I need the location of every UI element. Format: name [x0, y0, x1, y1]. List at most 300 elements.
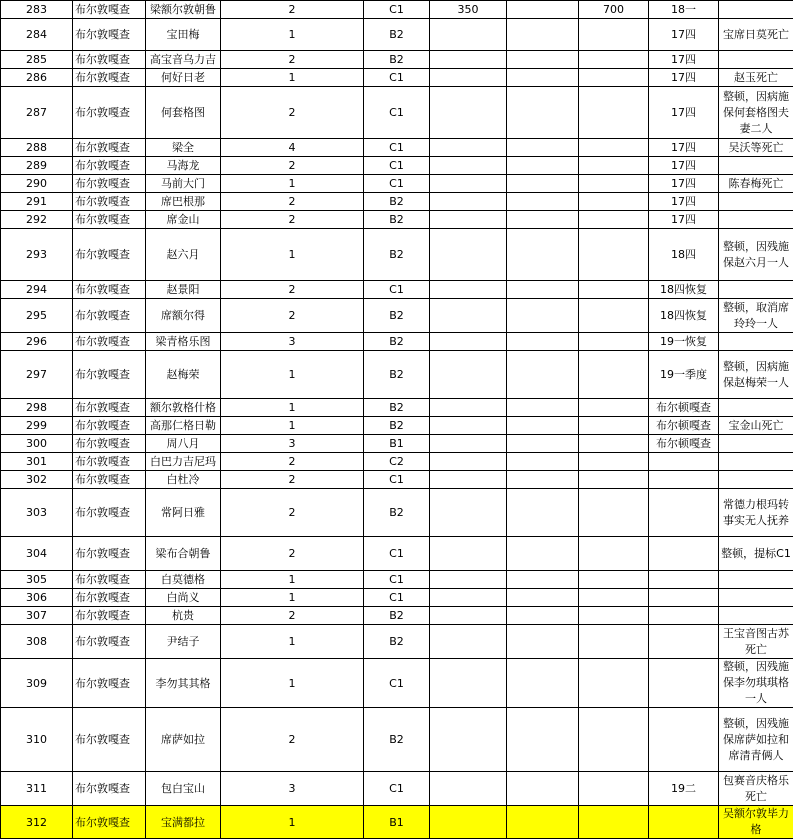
row-number-cell: 308 — [1, 625, 73, 659]
period-cell — [649, 625, 719, 659]
household-count-cell: 2 — [221, 537, 364, 571]
person-name-cell: 高那仁格日勒 — [146, 417, 221, 435]
category-cell: C1 — [364, 175, 430, 193]
household-count-cell: 2 — [221, 607, 364, 625]
row-number-cell: 297 — [1, 351, 73, 399]
table-row — [1, 299, 793, 333]
amount-a-cell — [430, 69, 507, 87]
amount-c-cell — [579, 193, 649, 211]
category-cell: B2 — [364, 229, 430, 281]
amount-c-cell — [579, 453, 649, 471]
village-name-cell: 布尔敦嘎查 — [73, 281, 146, 299]
amount-a-cell — [430, 589, 507, 607]
amount-b-cell — [507, 333, 579, 351]
category-cell: B2 — [364, 489, 430, 537]
household-count-cell: 2 — [221, 281, 364, 299]
table-row — [1, 772, 793, 806]
period-cell — [649, 708, 719, 772]
household-count-cell: 1 — [221, 625, 364, 659]
person-name-cell: 何套格图 — [146, 87, 221, 139]
category-cell: B2 — [364, 625, 430, 659]
person-name-cell: 常阿日雅 — [146, 489, 221, 537]
table-row — [1, 607, 793, 625]
period-cell: 布尔顿嘎查 — [649, 417, 719, 435]
household-count-cell: 1 — [221, 589, 364, 607]
amount-a-cell — [430, 772, 507, 806]
category-cell: C1 — [364, 659, 430, 708]
village-name-cell: 布尔敦嘎查 — [73, 399, 146, 417]
amount-b-cell — [507, 299, 579, 333]
amount-a-cell — [430, 399, 507, 417]
category-cell: B2 — [364, 708, 430, 772]
household-count-cell: 1 — [221, 351, 364, 399]
period-cell: 18四恢复 — [649, 299, 719, 333]
amount-c-cell — [579, 489, 649, 537]
table-row — [1, 625, 793, 659]
row-number-cell: 307 — [1, 607, 73, 625]
table-row — [1, 589, 793, 607]
person-name-cell: 梁额尔敦朝鲁 — [146, 1, 221, 19]
table-row — [1, 51, 793, 69]
row-number-cell: 295 — [1, 299, 73, 333]
household-count-cell: 2 — [221, 87, 364, 139]
amount-a-cell — [430, 351, 507, 399]
remark-cell — [719, 571, 793, 589]
household-count-cell: 2 — [221, 193, 364, 211]
remark-cell — [719, 453, 793, 471]
village-name-cell: 布尔敦嘎查 — [73, 175, 146, 193]
amount-a-cell — [430, 51, 507, 69]
person-name-cell: 白杜冷 — [146, 471, 221, 489]
village-name-cell: 布尔敦嘎查 — [73, 772, 146, 806]
remark-cell: 王宝音图古苏死亡 — [719, 625, 793, 659]
amount-c-cell — [579, 659, 649, 708]
amount-c-cell — [579, 471, 649, 489]
period-cell: 布尔顿嘎查 — [649, 435, 719, 453]
amount-a-cell — [430, 453, 507, 471]
table-row — [1, 571, 793, 589]
period-cell: 布尔顿嘎查 — [649, 399, 719, 417]
person-name-cell: 周八月 — [146, 435, 221, 453]
period-cell: 18四 — [649, 229, 719, 281]
amount-b-cell — [507, 589, 579, 607]
remark-cell: 整顿，因病施保何套格图夫妻二人 — [719, 87, 793, 139]
remark-cell — [719, 51, 793, 69]
row-number-cell: 286 — [1, 69, 73, 87]
amount-c-cell — [579, 537, 649, 571]
amount-c-cell — [579, 19, 649, 51]
amount-b-cell — [507, 229, 579, 281]
amount-a-cell — [430, 659, 507, 708]
village-name-cell: 布尔敦嘎查 — [73, 471, 146, 489]
amount-a-cell — [430, 87, 507, 139]
period-cell: 18一 — [649, 1, 719, 19]
village-name-cell: 布尔敦嘎查 — [73, 453, 146, 471]
person-name-cell: 赵景阳 — [146, 281, 221, 299]
table-row — [1, 1, 793, 19]
amount-c-cell — [579, 211, 649, 229]
period-cell: 19二 — [649, 772, 719, 806]
amount-b-cell — [507, 69, 579, 87]
person-name-cell: 梁全 — [146, 139, 221, 157]
amount-a-cell — [430, 571, 507, 589]
table-row — [1, 417, 793, 435]
village-name-cell: 布尔敦嘎查 — [73, 589, 146, 607]
person-name-cell: 尹结子 — [146, 625, 221, 659]
remark-cell — [719, 607, 793, 625]
village-name-cell: 布尔敦嘎查 — [73, 435, 146, 453]
table-row — [1, 211, 793, 229]
remark-cell — [719, 435, 793, 453]
village-name-cell: 布尔敦嘎查 — [73, 625, 146, 659]
amount-c-cell — [579, 708, 649, 772]
amount-c-cell — [579, 607, 649, 625]
category-cell: B2 — [364, 417, 430, 435]
remark-cell: 整顿，因残施保赵六月一人 — [719, 229, 793, 281]
remark-cell: 常德力根玛转事实无人抚养 — [719, 489, 793, 537]
category-cell: B2 — [364, 399, 430, 417]
amount-a-cell — [430, 489, 507, 537]
table-row — [1, 87, 793, 139]
category-cell: C1 — [364, 571, 430, 589]
period-cell — [649, 537, 719, 571]
period-cell: 17四 — [649, 211, 719, 229]
remark-cell: 吴沃等死亡 — [719, 139, 793, 157]
table-row — [1, 69, 793, 87]
row-number-cell: 289 — [1, 157, 73, 175]
household-count-cell: 2 — [221, 157, 364, 175]
amount-b-cell — [507, 51, 579, 69]
amount-a-cell — [430, 229, 507, 281]
row-number-cell: 291 — [1, 193, 73, 211]
period-cell — [649, 659, 719, 708]
period-cell: 17四 — [649, 19, 719, 51]
amount-a-cell — [430, 211, 507, 229]
remark-cell: 宝席日莫死亡 — [719, 19, 793, 51]
row-number-cell: 311 — [1, 772, 73, 806]
row-number-cell: 310 — [1, 708, 73, 772]
row-number-cell: 312 — [1, 806, 73, 839]
period-cell — [649, 453, 719, 471]
period-cell: 17四 — [649, 51, 719, 69]
table-row — [1, 399, 793, 417]
amount-c-cell — [579, 299, 649, 333]
period-cell: 19一季度 — [649, 351, 719, 399]
household-count-cell: 1 — [221, 806, 364, 839]
household-count-cell: 1 — [221, 417, 364, 435]
amount-c-cell — [579, 333, 649, 351]
remark-cell: 整顿，提标C1 — [719, 537, 793, 571]
village-name-cell: 布尔敦嘎查 — [73, 1, 146, 19]
category-cell: C1 — [364, 537, 430, 571]
row-number-cell: 283 — [1, 1, 73, 19]
village-name-cell: 布尔敦嘎查 — [73, 299, 146, 333]
amount-c-cell — [579, 51, 649, 69]
remark-cell: 整顿，取消席玲玲一人 — [719, 299, 793, 333]
amount-b-cell — [507, 625, 579, 659]
table-row — [1, 806, 793, 839]
remark-cell — [719, 333, 793, 351]
household-count-cell: 4 — [221, 139, 364, 157]
period-cell: 17四 — [649, 139, 719, 157]
person-name-cell: 白巴力吉尼玛 — [146, 453, 221, 471]
category-cell: C1 — [364, 772, 430, 806]
category-cell: C1 — [364, 157, 430, 175]
table-row — [1, 333, 793, 351]
amount-a-cell — [430, 281, 507, 299]
person-name-cell: 梁青格乐图 — [146, 333, 221, 351]
period-cell: 17四 — [649, 193, 719, 211]
row-number-cell: 284 — [1, 19, 73, 51]
row-number-cell: 305 — [1, 571, 73, 589]
table-row — [1, 175, 793, 193]
amount-a-cell — [430, 625, 507, 659]
amount-a-cell — [430, 417, 507, 435]
household-count-cell: 2 — [221, 211, 364, 229]
person-name-cell: 杭贵 — [146, 607, 221, 625]
amount-c-cell — [579, 806, 649, 839]
village-name-cell: 布尔敦嘎查 — [73, 19, 146, 51]
category-cell: B2 — [364, 193, 430, 211]
amount-b-cell — [507, 659, 579, 708]
amount-b-cell — [507, 607, 579, 625]
category-cell: C1 — [364, 589, 430, 607]
household-count-cell: 2 — [221, 453, 364, 471]
person-name-cell: 白莫德格 — [146, 571, 221, 589]
person-name-cell: 何好日老 — [146, 69, 221, 87]
row-number-cell: 304 — [1, 537, 73, 571]
amount-c-cell: 700 — [579, 1, 649, 19]
amount-a-cell — [430, 806, 507, 839]
table-row — [1, 139, 793, 157]
household-count-cell: 1 — [221, 175, 364, 193]
row-number-cell: 293 — [1, 229, 73, 281]
amount-b-cell — [507, 1, 579, 19]
row-number-cell: 294 — [1, 281, 73, 299]
period-cell: 18四恢复 — [649, 281, 719, 299]
category-cell: B2 — [364, 351, 430, 399]
amount-c-cell — [579, 399, 649, 417]
amount-a-cell — [430, 471, 507, 489]
household-count-cell: 1 — [221, 69, 364, 87]
category-cell: B2 — [364, 211, 430, 229]
row-number-cell: 292 — [1, 211, 73, 229]
category-cell: B2 — [364, 333, 430, 351]
period-cell: 17四 — [649, 87, 719, 139]
person-name-cell: 马前大门 — [146, 175, 221, 193]
amount-c-cell — [579, 281, 649, 299]
household-count-cell: 1 — [221, 571, 364, 589]
amount-b-cell — [507, 19, 579, 51]
amount-b-cell — [507, 87, 579, 139]
category-cell: C1 — [364, 1, 430, 19]
amount-b-cell — [507, 193, 579, 211]
village-name-cell: 布尔敦嘎查 — [73, 806, 146, 839]
row-number-cell: 290 — [1, 175, 73, 193]
category-cell: C1 — [364, 87, 430, 139]
remark-cell: 整顿，因残施保李勿琪琪格一人 — [719, 659, 793, 708]
row-number-cell: 306 — [1, 589, 73, 607]
person-name-cell: 马海龙 — [146, 157, 221, 175]
remark-cell — [719, 157, 793, 175]
table-row — [1, 435, 793, 453]
remark-cell: 吴额尔敦毕力格 — [719, 806, 793, 839]
period-cell — [649, 489, 719, 537]
village-name-cell: 布尔敦嘎查 — [73, 211, 146, 229]
amount-c-cell — [579, 139, 649, 157]
amount-b-cell — [507, 157, 579, 175]
remark-cell — [719, 589, 793, 607]
category-cell: B2 — [364, 19, 430, 51]
category-cell: B2 — [364, 51, 430, 69]
remark-cell — [719, 399, 793, 417]
village-name-cell: 布尔敦嘎查 — [73, 229, 146, 281]
person-name-cell: 席额尔得 — [146, 299, 221, 333]
person-name-cell: 白尚义 — [146, 589, 221, 607]
table-row — [1, 708, 793, 772]
amount-b-cell — [507, 139, 579, 157]
amount-b-cell — [507, 806, 579, 839]
amount-c-cell — [579, 157, 649, 175]
amount-b-cell — [507, 772, 579, 806]
table-row — [1, 19, 793, 51]
amount-a-cell — [430, 175, 507, 193]
amount-c-cell — [579, 772, 649, 806]
amount-c-cell — [579, 69, 649, 87]
category-cell: B2 — [364, 299, 430, 333]
amount-c-cell — [579, 589, 649, 607]
village-name-cell: 布尔敦嘎查 — [73, 537, 146, 571]
amount-a-cell — [430, 157, 507, 175]
amount-b-cell — [507, 435, 579, 453]
amount-b-cell — [507, 489, 579, 537]
amount-a-cell: 350 — [430, 1, 507, 19]
remark-cell — [719, 471, 793, 489]
row-number-cell: 302 — [1, 471, 73, 489]
village-name-cell: 布尔敦嘎查 — [73, 607, 146, 625]
amount-c-cell — [579, 417, 649, 435]
village-name-cell: 布尔敦嘎查 — [73, 193, 146, 211]
category-cell: B2 — [364, 607, 430, 625]
amount-b-cell — [507, 399, 579, 417]
household-count-cell: 2 — [221, 489, 364, 537]
remark-cell: 包赛音庆格乐死亡 — [719, 772, 793, 806]
person-name-cell: 包白宝山 — [146, 772, 221, 806]
period-cell — [649, 571, 719, 589]
household-count-cell: 3 — [221, 333, 364, 351]
village-name-cell: 布尔敦嘎查 — [73, 659, 146, 708]
table-row — [1, 453, 793, 471]
amount-b-cell — [507, 351, 579, 399]
amount-a-cell — [430, 537, 507, 571]
person-name-cell: 李勿其其格 — [146, 659, 221, 708]
remark-cell: 赵玉死亡 — [719, 69, 793, 87]
person-name-cell: 额尔敦格什格 — [146, 399, 221, 417]
table-row — [1, 489, 793, 537]
period-cell: 17四 — [649, 157, 719, 175]
amount-b-cell — [507, 453, 579, 471]
amount-a-cell — [430, 193, 507, 211]
amount-a-cell — [430, 333, 507, 351]
person-name-cell: 高宝音乌力吉 — [146, 51, 221, 69]
amount-b-cell — [507, 708, 579, 772]
amount-b-cell — [507, 211, 579, 229]
amount-a-cell — [430, 708, 507, 772]
amount-c-cell — [579, 229, 649, 281]
remark-cell: 整顿，因病施保赵梅荣一人 — [719, 351, 793, 399]
person-name-cell: 宝田梅 — [146, 19, 221, 51]
category-cell: C1 — [364, 139, 430, 157]
village-name-cell: 布尔敦嘎查 — [73, 489, 146, 537]
table-row — [1, 157, 793, 175]
household-count-cell: 3 — [221, 435, 364, 453]
person-name-cell: 宝满都拉 — [146, 806, 221, 839]
remark-cell — [719, 1, 793, 19]
remark-cell — [719, 193, 793, 211]
amount-a-cell — [430, 19, 507, 51]
village-name-cell: 布尔敦嘎查 — [73, 51, 146, 69]
row-number-cell: 309 — [1, 659, 73, 708]
category-cell: C1 — [364, 281, 430, 299]
village-name-cell: 布尔敦嘎查 — [73, 351, 146, 399]
household-count-cell: 1 — [221, 229, 364, 281]
person-name-cell: 梁布合朝鲁 — [146, 537, 221, 571]
household-count-cell: 1 — [221, 399, 364, 417]
amount-c-cell — [579, 351, 649, 399]
person-name-cell: 席萨如拉 — [146, 708, 221, 772]
household-count-cell: 2 — [221, 471, 364, 489]
person-name-cell: 席金山 — [146, 211, 221, 229]
category-cell: B1 — [364, 806, 430, 839]
village-name-cell: 布尔敦嘎查 — [73, 69, 146, 87]
table-row — [1, 281, 793, 299]
amount-a-cell — [430, 607, 507, 625]
amount-b-cell — [507, 417, 579, 435]
person-name-cell: 赵梅荣 — [146, 351, 221, 399]
remark-cell: 整顿，因残施保席萨如拉和席清青俩人 — [719, 708, 793, 772]
row-number-cell: 303 — [1, 489, 73, 537]
amount-b-cell — [507, 471, 579, 489]
period-cell: 17四 — [649, 69, 719, 87]
remark-cell — [719, 281, 793, 299]
row-number-cell: 287 — [1, 87, 73, 139]
village-name-cell: 布尔敦嘎查 — [73, 708, 146, 772]
village-name-cell: 布尔敦嘎查 — [73, 87, 146, 139]
category-cell: B1 — [364, 435, 430, 453]
remark-cell — [719, 211, 793, 229]
category-cell: C1 — [364, 69, 430, 87]
row-number-cell: 298 — [1, 399, 73, 417]
period-cell: 17四 — [649, 175, 719, 193]
row-number-cell: 285 — [1, 51, 73, 69]
row-number-cell: 296 — [1, 333, 73, 351]
household-count-cell: 1 — [221, 659, 364, 708]
category-cell: C2 — [364, 453, 430, 471]
period-cell — [649, 471, 719, 489]
village-name-cell: 布尔敦嘎查 — [73, 417, 146, 435]
period-cell — [649, 607, 719, 625]
table-row — [1, 193, 793, 211]
period-cell — [649, 806, 719, 839]
table-row — [1, 537, 793, 571]
person-name-cell: 席巴根那 — [146, 193, 221, 211]
amount-a-cell — [430, 435, 507, 453]
amount-c-cell — [579, 87, 649, 139]
row-number-cell: 299 — [1, 417, 73, 435]
household-count-cell: 2 — [221, 1, 364, 19]
amount-b-cell — [507, 537, 579, 571]
row-number-cell: 301 — [1, 453, 73, 471]
